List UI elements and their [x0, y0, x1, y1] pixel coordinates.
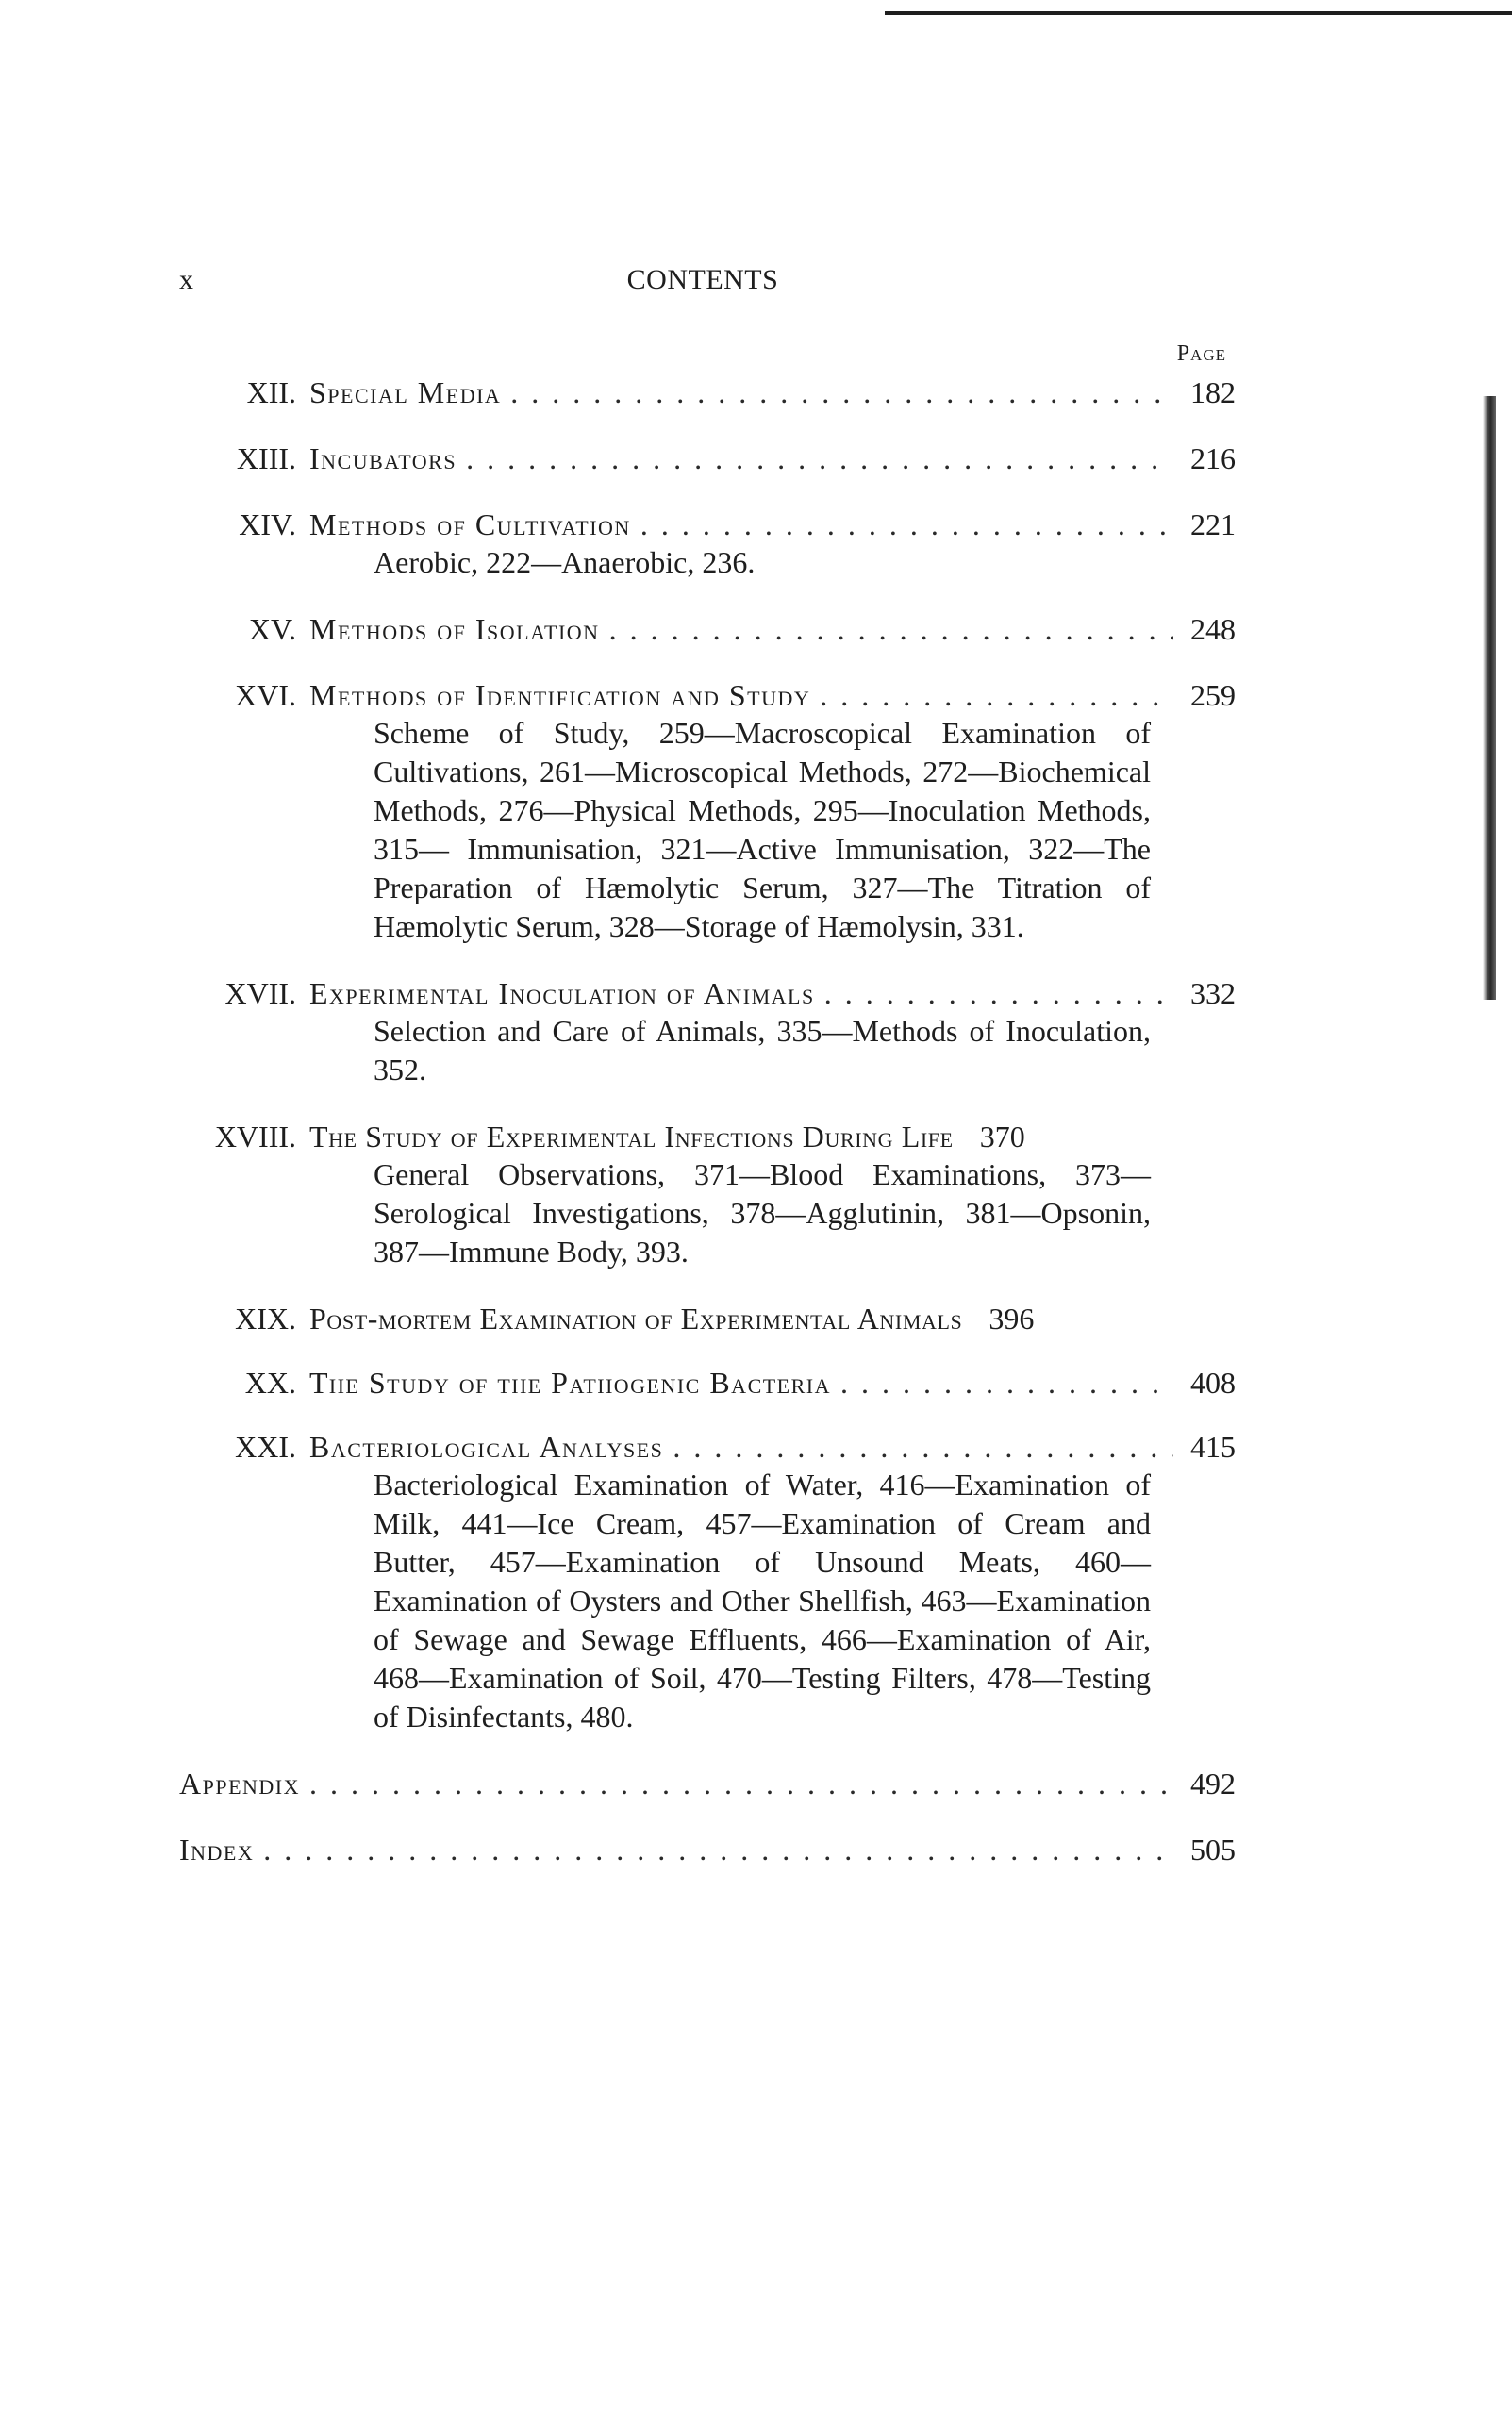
entry-title: Special Media: [309, 375, 502, 409]
entry-number: XV.: [248, 612, 296, 646]
page-column-label: Page: [1176, 341, 1226, 366]
entry-page: 415: [1190, 1430, 1236, 1464]
entry-number: XVIII.: [214, 1120, 296, 1153]
toc-entry-appendix: [160, 1765, 1236, 1802]
entry-title: Index: [179, 1833, 255, 1867]
entry-page: 221: [1190, 507, 1236, 541]
entry-number: XIV.: [239, 507, 296, 541]
entry-subtopics: Aerobic, 222—Anaerobic, 236.: [374, 545, 756, 579]
entry-title: Methods of Identification and Study: [309, 678, 811, 712]
entry-subtopics: Selection and Care of Animals, 335—Methods of Inoculation, 352.: [374, 1014, 1151, 1087]
dot-leader: [600, 610, 1173, 648]
table-of-contents: [160, 368, 1236, 1868]
toc-entry-xx: [160, 1364, 1236, 1402]
toc-entry-xiv: [160, 506, 1236, 582]
entry-number: XVII.: [224, 976, 296, 1010]
entry-subtopics: Bacteriological Examination of Water, 416—Examination of Milk, 441—Ice Cream, 457—Examination of Cream and Butter, 457—Examination of Unsound Meats, 460—Examination of Oysters and Other Shellfish, 463—Examination of Sewage and Sewage Effluents, 466—Examination of Air, 468—Examination of Soil, 470—Testing Filters, 478—Testing of Disinfectants, 480.: [374, 1468, 1151, 1734]
entry-title: Incubators: [309, 441, 457, 475]
dot-leader: [501, 373, 1173, 411]
dot-leader: [831, 1364, 1173, 1402]
dot-leader: [810, 676, 1173, 714]
entry-title: Post-mortem Examination of Experimental Animals: [309, 1302, 963, 1336]
toc-entry-xxi: [160, 1428, 1236, 1736]
entry-title: Bacteriological Analyses: [309, 1430, 664, 1464]
running-head: CONTENTS: [626, 264, 779, 295]
toc-entry-xix: [160, 1300, 1236, 1337]
entry-number: XX.: [244, 1366, 296, 1400]
dot-leader: [631, 506, 1173, 543]
dot-leader: [457, 440, 1173, 477]
entry-title: Methods of Cultivation: [309, 507, 631, 541]
entry-page: 408: [1190, 1366, 1236, 1400]
dot-leader: [254, 1831, 1173, 1868]
entry-page: 332: [1190, 976, 1236, 1010]
entry-page: 505: [1190, 1833, 1236, 1867]
entry-page: 248: [1190, 612, 1236, 646]
toc-entry-xiii: [160, 440, 1236, 477]
entry-number: XVI.: [235, 678, 296, 712]
toc-entry-xvii: [160, 974, 1236, 1089]
entry-page: 182: [1190, 375, 1236, 409]
entry-page: 216: [1190, 441, 1236, 475]
entry-title: Methods of Isolation: [309, 612, 600, 646]
page-header: [179, 264, 1226, 302]
entry-page: 492: [1190, 1767, 1236, 1801]
dot-leader: [300, 1765, 1173, 1802]
entry-page: 259: [1190, 678, 1236, 712]
entry-page: 396: [989, 1302, 1035, 1336]
entry-number: XIX.: [235, 1302, 296, 1336]
entry-subtopics: General Observations, 371—Blood Examinations, 373—Serological Investigations, 378—Agglutinin, 381—Opsonin, 387—Immune Body, 393.: [374, 1157, 1151, 1269]
dot-leader: [663, 1428, 1173, 1466]
toc-entry-xviii: [160, 1118, 1236, 1271]
toc-entry-xii: [160, 373, 1236, 411]
top-rule: [885, 11, 1512, 15]
entry-number: XII.: [246, 375, 296, 409]
toc-entry-xv: [160, 610, 1236, 648]
entry-title: The Study of Experimental Infections During Life: [309, 1120, 954, 1153]
entry-page: 370: [979, 1120, 1025, 1153]
folio: x: [179, 264, 193, 295]
dot-leader: [815, 974, 1173, 1012]
entry-number: XIII.: [236, 441, 296, 475]
entry-title: Appendix: [179, 1767, 301, 1801]
toc-entry-xvi: [160, 676, 1236, 946]
entry-subtopics: Scheme of Study, 259—Macroscopical Examination of Cultivations, 261—Microscopical Methods, 272—Biochemical Methods, 276—Physical Methods, 295—Inoculation Methods, 315— Immunisation, 321—Active Immunisation, 322—The Preparation of Hæmolytic Serum, 327—The Titration of Hæmolytic Serum, 328—Storage of Hæmolysin, 331.: [374, 716, 1151, 943]
entry-number: XXI.: [235, 1430, 296, 1464]
toc-entry-index: [160, 1831, 1236, 1868]
entry-title: The Study of the Pathogenic Bacteria: [309, 1366, 832, 1400]
entry-title: Experimental Inoculation of Animals: [309, 976, 815, 1010]
page-edge-shadow: [1483, 396, 1496, 1000]
